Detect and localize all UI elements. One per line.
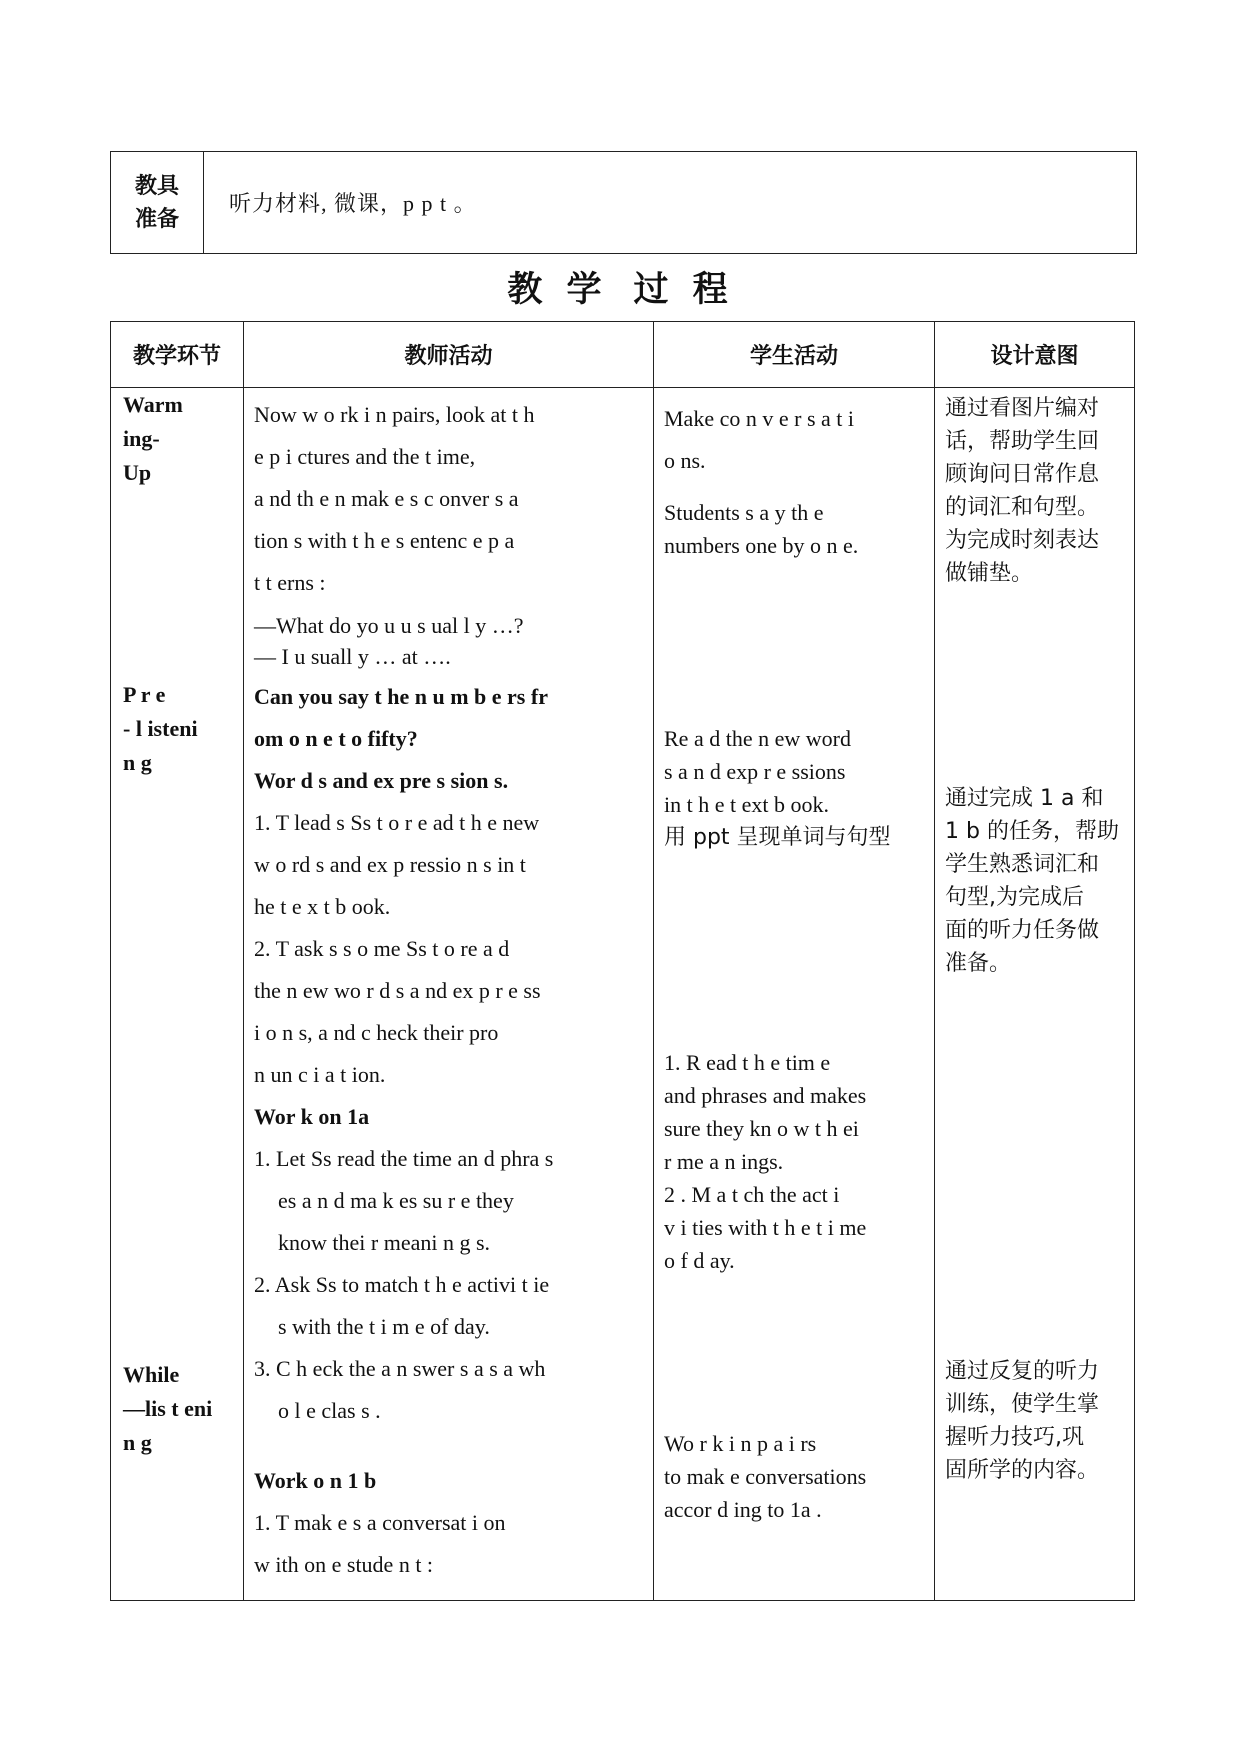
- phase-warming-up: [123, 388, 183, 490]
- phase-text: P r e: [123, 682, 166, 707]
- teacher-line: a nd th e n mak e s c onver s a: [254, 486, 519, 511]
- teacher-line: 1. T mak e s a conversat i on: [254, 1510, 506, 1535]
- design-line: 句型,为完成后: [945, 885, 1084, 910]
- design-line: 顾询问日常作息: [945, 462, 1100, 487]
- teacher-line: w o rd s and ex p ressio n s in t: [254, 852, 526, 877]
- student-block-3: [664, 722, 924, 854]
- student-block-2: [664, 496, 924, 562]
- teaching-aids-table: [110, 151, 1137, 254]
- teacher-activity-cell: [244, 388, 654, 1601]
- student-line: Make co n v e r s a t i: [664, 406, 854, 431]
- header-phase: 教学环节: [111, 322, 244, 388]
- student-line: s a n d exp r e ssions: [664, 759, 846, 784]
- design-intent-cell: [935, 388, 1135, 1601]
- teaching-aids-value: [204, 152, 1136, 253]
- design-block-1: [945, 392, 1126, 590]
- phase-cell: [111, 388, 244, 1601]
- words-expressions-heading: Wor d s and ex pre s sion s.: [254, 768, 509, 793]
- teacher-line: om o n e t o fifty?: [254, 726, 418, 751]
- teacher-line: tion s with t h e s entenc e p a: [254, 528, 515, 553]
- teaching-aids-label-text: [135, 170, 179, 236]
- phase-text: - l isteni: [123, 716, 198, 741]
- teacher-line: e p i ctures and the t ime,: [254, 444, 476, 469]
- student-line: o f d ay.: [664, 1248, 735, 1273]
- section-title-part2: 过 程: [633, 269, 734, 310]
- design-line: 通过看图片编对: [945, 396, 1100, 421]
- header-teacher-activity: 教师活动: [244, 322, 654, 388]
- phase-text: n g: [123, 750, 152, 775]
- design-line: 为完成时刻表达: [945, 528, 1100, 553]
- teacher-line: 2. T ask s s o me Ss t o re a d: [254, 936, 510, 961]
- table-header-row: [111, 322, 1135, 388]
- phase-text: ing-: [123, 426, 160, 451]
- teacher-line: —What do yo u u s ual l y …?: [254, 613, 524, 638]
- teacher-line: s with the t i m e of day.: [278, 1314, 490, 1339]
- phase-text: —lis t eni: [123, 1396, 213, 1421]
- teacher-line: es a n d ma k es su r e they: [278, 1188, 514, 1213]
- teacher-activity-content: [244, 388, 653, 1586]
- design-block-2: [945, 782, 1126, 980]
- design-line: 做铺垫。: [945, 561, 1034, 586]
- design-line: 准备。: [945, 951, 1012, 976]
- teacher-line: w ith on e stude n t :: [254, 1552, 434, 1577]
- label-line-1: 教具: [134, 173, 179, 199]
- design-line: 面的听力任务做: [945, 918, 1100, 943]
- teacher-line: know thei r meani n g s.: [278, 1230, 491, 1255]
- student-block-5: [664, 1427, 924, 1526]
- student-line: and phrases and makes: [664, 1083, 867, 1108]
- section-title-part1: 教 学: [507, 269, 608, 310]
- phase-text: n g: [123, 1430, 152, 1455]
- student-line: 2 . M a t ch the act i: [664, 1182, 840, 1207]
- design-line: 话，帮助学生回: [945, 429, 1100, 454]
- teacher-line: — I u suall y … at ….: [254, 644, 451, 669]
- design-block-3: [945, 1355, 1126, 1487]
- teacher-line: 1. Let Ss read the time an d phra s: [254, 1146, 554, 1171]
- student-activity-content: [654, 388, 934, 1526]
- design-line: 握听力技巧,巩: [945, 1425, 1084, 1450]
- teaching-process-table: [110, 321, 1135, 1601]
- teacher-line: 2. Ask Ss to match t h e activi t ie: [254, 1272, 550, 1297]
- phase-text: Up: [123, 460, 152, 485]
- phase-text: Warm: [123, 392, 183, 417]
- section-title: [0, 262, 1241, 312]
- student-block-1: [664, 398, 924, 482]
- teacher-line: 3. C h eck the a n swer s a s a wh: [254, 1356, 546, 1381]
- student-line: 1. R ead t h e tim e: [664, 1050, 831, 1075]
- student-block-4: [664, 1046, 924, 1277]
- student-line: accor d ing to 1a .: [664, 1497, 822, 1522]
- student-line: v i ties with t h e t i me: [664, 1215, 867, 1240]
- teacher-line: he t e x t b ook.: [254, 894, 391, 919]
- design-line: 通过完成 1 a 和: [945, 786, 1104, 811]
- teacher-line: Now w o rk i n pairs, look at t h: [254, 402, 535, 427]
- student-line: Re a d the n ew word: [664, 726, 851, 751]
- student-line: to mak e conversations: [664, 1464, 867, 1489]
- header-student-activity: 学生活动: [654, 322, 935, 388]
- phase-while-listening: [123, 1358, 212, 1460]
- teacher-line: 1. T lead s Ss t o r e ad t h e new: [254, 810, 540, 835]
- teacher-line: o l e clas s .: [278, 1398, 381, 1423]
- student-activity-cell: [654, 388, 935, 1601]
- teacher-line: n un c i a t ion.: [254, 1062, 386, 1087]
- header-design-intent: 设计意图: [935, 322, 1135, 388]
- student-line: numbers one by o n e.: [664, 533, 859, 558]
- label-line-2: 准备: [134, 206, 179, 232]
- design-line: 1 b 的任务，帮助: [945, 819, 1119, 844]
- student-line: r me a n ings.: [664, 1149, 784, 1174]
- student-line: Students s a y th e: [664, 500, 824, 525]
- design-line: 通过反复的听力: [945, 1359, 1100, 1384]
- teacher-line: the n ew wo r d s a nd ex p r e ss: [254, 978, 541, 1003]
- teacher-line: i o n s, a nd c heck their pro: [254, 1020, 499, 1045]
- phase-text: While: [123, 1362, 180, 1387]
- table-row: [111, 388, 1135, 1601]
- phase-pre-listening: [123, 678, 198, 780]
- teaching-aids-label: [111, 152, 204, 253]
- design-line: 的词汇和句型。: [945, 495, 1100, 520]
- design-line: 学生熟悉词汇和: [945, 852, 1100, 877]
- design-line: 训练，使学生掌: [945, 1392, 1100, 1417]
- student-line: Wo r k i n p a i rs: [664, 1431, 817, 1456]
- work-1a-heading: Wor k on 1a: [254, 1104, 370, 1129]
- teacher-line: Can you say t he n u m b e rs fr: [254, 684, 548, 709]
- teaching-aids-text: 听力材料, 微课，p p t 。: [229, 191, 477, 216]
- design-intent-content: [935, 388, 1134, 1487]
- student-line: o ns.: [664, 448, 706, 473]
- student-line: in t h e t ext b ook.: [664, 792, 829, 817]
- student-line: sure they kn o w t h ei: [664, 1116, 859, 1141]
- work-1b-heading: Work o n 1 b: [254, 1468, 377, 1493]
- student-line: 用 ppt 呈现单词与句型: [664, 825, 891, 850]
- design-line: 固所学的内容。: [945, 1458, 1100, 1483]
- teacher-line: t t erns :: [254, 570, 326, 595]
